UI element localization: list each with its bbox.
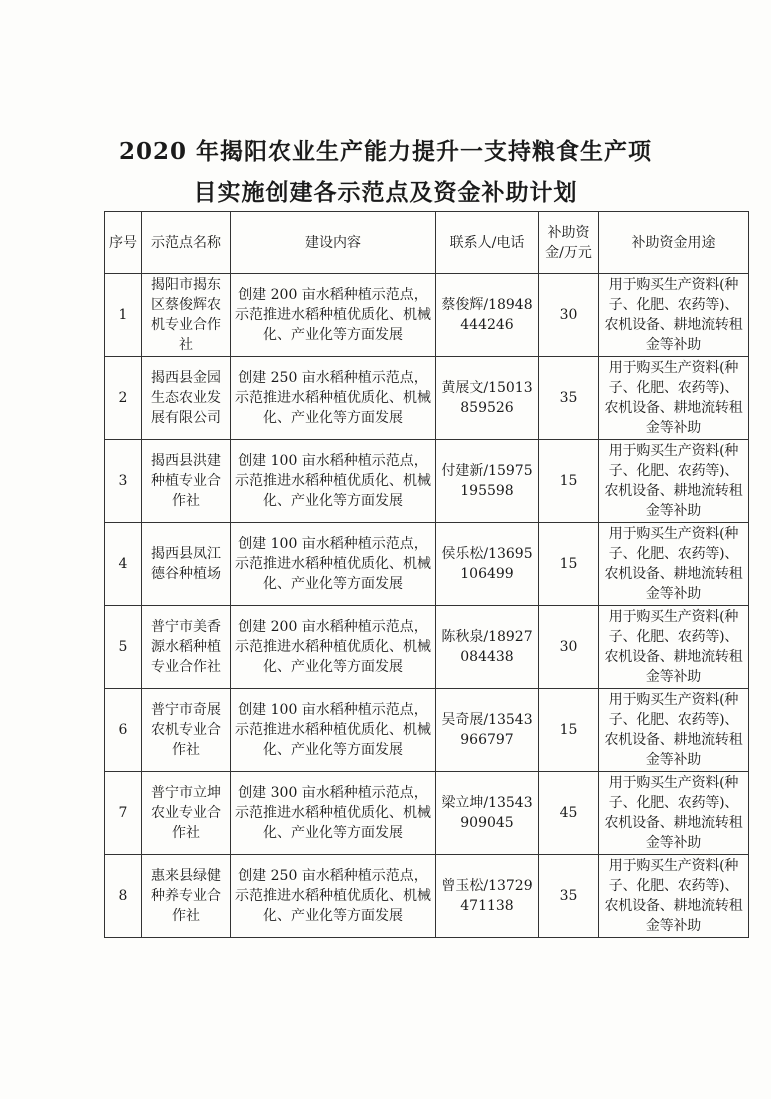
cell-index: 7 [105, 772, 142, 855]
table-row [105, 357, 749, 440]
cell-index: 1 [105, 274, 142, 357]
cell-name: 揭西县金园生态农业发展有限公司 [142, 357, 231, 440]
cell-content: 创建 100 亩水稻种植示范点，示范推进水稻种植优质化、机械化、产业化等方面发展 [231, 689, 436, 772]
header-index: 序号 [105, 212, 142, 274]
cell-contact: 陈秋泉/18927084438 [436, 606, 539, 689]
cell-usage: 用于购买生产资料(种子、化肥、农药等)、农机设备、耕地流转租金等补助 [599, 357, 749, 440]
cell-amount: 45 [539, 772, 599, 855]
cell-contact: 侯乐松/13695106499 [436, 523, 539, 606]
header-usage: 补助资金用途 [599, 212, 749, 274]
cell-contact: 付建新/15975195598 [436, 440, 539, 523]
cell-name: 揭阳市揭东区蔡俊辉农机专业合作社 [142, 274, 231, 357]
cell-contact: 梁立坤/13543909045 [436, 772, 539, 855]
header-content: 建设内容 [231, 212, 436, 274]
table-row [105, 689, 749, 772]
cell-name: 揭西县凤江德谷种植场 [142, 523, 231, 606]
cell-content: 创建 200 亩水稻种植示范点，示范推进水稻种植优质化、机械化、产业化等方面发展 [231, 274, 436, 357]
cell-name: 普宁市奇展农机专业合作社 [142, 689, 231, 772]
cell-contact: 曾玉松/13729471138 [436, 855, 539, 938]
cell-name: 惠来县绿健种养专业合作社 [142, 855, 231, 938]
cell-contact: 黄展文/15013859526 [436, 357, 539, 440]
cell-usage: 用于购买生产资料(种子、化肥、农药等)、农机设备、耕地流转租金等补助 [599, 523, 749, 606]
cell-content: 创建 250 亩水稻种植示范点，示范推进水稻种植优质化、机械化、产业化等方面发展 [231, 357, 436, 440]
page-title-line-2: 目实施创建各示范点及资金补助计划 [193, 179, 578, 206]
cell-index: 2 [105, 357, 142, 440]
subsidy-plan-table [104, 211, 749, 938]
cell-usage: 用于购买生产资料(种子、化肥、农药等)、农机设备、耕地流转租金等补助 [599, 855, 749, 938]
page-title-line-1: 2020 年揭阳农业生产能力提升一支持粮食生产项 [118, 138, 653, 165]
table-row [105, 274, 749, 357]
table-row [105, 440, 749, 523]
cell-amount: 15 [539, 523, 599, 606]
cell-usage: 用于购买生产资料(种子、化肥、农药等)、农机设备、耕地流转租金等补助 [599, 440, 749, 523]
cell-content: 创建 250 亩水稻种植示范点，示范推进水稻种植优质化、机械化、产业化等方面发展 [231, 855, 436, 938]
cell-index: 8 [105, 855, 142, 938]
table-row [105, 772, 749, 855]
cell-usage: 用于购买生产资料(种子、化肥、农药等)、农机设备、耕地流转租金等补助 [599, 274, 749, 357]
cell-content: 创建 300 亩水稻种植示范点，示范推进水稻种植优质化、机械化、产业化等方面发展 [231, 772, 436, 855]
cell-index: 6 [105, 689, 142, 772]
cell-name: 揭西县洪建种植专业合作社 [142, 440, 231, 523]
cell-contact: 吴奇展/13543966797 [436, 689, 539, 772]
table-header-row [105, 212, 749, 274]
header-name: 示范点名称 [142, 212, 231, 274]
cell-name: 普宁市美香源水稻种植专业合作社 [142, 606, 231, 689]
cell-content: 创建 200 亩水稻种植示范点，示范推进水稻种植优质化、机械化、产业化等方面发展 [231, 606, 436, 689]
cell-usage: 用于购买生产资料(种子、化肥、农药等)、农机设备、耕地流转租金等补助 [599, 772, 749, 855]
cell-amount: 15 [539, 689, 599, 772]
cell-contact: 蔡俊辉/18948444246 [436, 274, 539, 357]
cell-index: 5 [105, 606, 142, 689]
cell-index: 4 [105, 523, 142, 606]
table-row [105, 523, 749, 606]
cell-amount: 15 [539, 440, 599, 523]
cell-amount: 30 [539, 274, 599, 357]
cell-usage: 用于购买生产资料(种子、化肥、农药等)、农机设备、耕地流转租金等补助 [599, 606, 749, 689]
cell-content: 创建 100 亩水稻种植示范点，示范推进水稻种植优质化、机械化、产业化等方面发展 [231, 523, 436, 606]
header-amount: 补助资金/万元 [539, 212, 599, 274]
table-row [105, 606, 749, 689]
cell-usage: 用于购买生产资料(种子、化肥、农药等)、农机设备、耕地流转租金等补助 [599, 689, 749, 772]
header-contact: 联系人/电话 [436, 212, 539, 274]
cell-amount: 30 [539, 606, 599, 689]
table-row [105, 855, 749, 938]
cell-content: 创建 100 亩水稻种植示范点，示范推进水稻种植优质化、机械化、产业化等方面发展 [231, 440, 436, 523]
cell-amount: 35 [539, 357, 599, 440]
cell-name: 普宁市立坤农业专业合作社 [142, 772, 231, 855]
cell-index: 3 [105, 440, 142, 523]
cell-amount: 35 [539, 855, 599, 938]
